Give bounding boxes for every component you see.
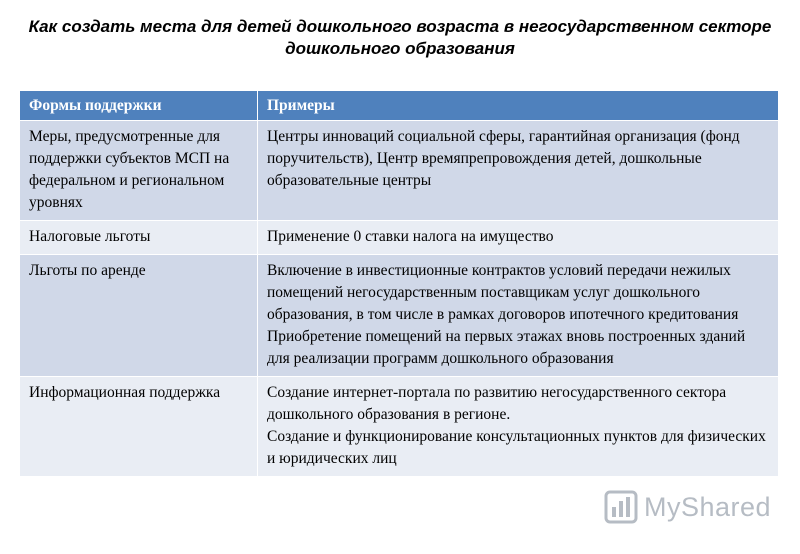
header-forms: Формы поддержки (20, 91, 258, 121)
support-forms-table (19, 90, 779, 477)
watermark (604, 490, 771, 524)
example-text: Применение 0 ставки налога на имущество (267, 228, 554, 245)
example-text: Создание и функционирование консультационных пунктов для физических и юридических лиц (267, 428, 766, 467)
example-text: Приобретение помещений на первых этажах вновь построенных зданий для реализации программ дошкольного образования (267, 328, 746, 367)
table-row (20, 377, 779, 477)
row-examples-cell (258, 255, 779, 377)
example-text: Создание интернет-портала по развитию негосударственного сектора дошкольного образования в регионе. (267, 384, 727, 423)
chart-bars-icon (604, 490, 638, 524)
table-row (20, 221, 779, 255)
row-form-cell: Информационная поддержка (20, 377, 258, 477)
header-examples: Примеры (258, 91, 779, 121)
example-text: Центры инноваций социальной сферы, гарантийная организация (фонд поручительств), Центр времяпрепровождения детей, дошкольные образовательные центры (267, 128, 740, 189)
table-row (20, 255, 779, 377)
title-line-2: дошкольного образования (285, 39, 515, 58)
row-examples-cell (258, 121, 779, 221)
example-text: Включение в инвестиционные контрактов условий передачи нежилых помещений негосударственным поставщикам услуг дошкольного образования, в том числе в рамках договоров ипотечного кредитования (267, 262, 739, 323)
title-line-1: Как создать места для детей дошкольного возраста в негосударственном секторе (28, 17, 772, 36)
row-form-cell: Налоговые льготы (20, 221, 258, 255)
watermark-text: MyShared (644, 491, 772, 522)
row-examples-cell (258, 221, 779, 255)
row-examples-cell (258, 377, 779, 477)
table-row (20, 121, 779, 221)
row-form-cell: Льготы по аренде (20, 255, 258, 377)
page-title (0, 16, 800, 60)
row-form-cell: Меры, предусмотренные для поддержки субъектов МСП на федеральном и региональном уровнях (20, 121, 258, 221)
table-header-row (20, 91, 779, 121)
